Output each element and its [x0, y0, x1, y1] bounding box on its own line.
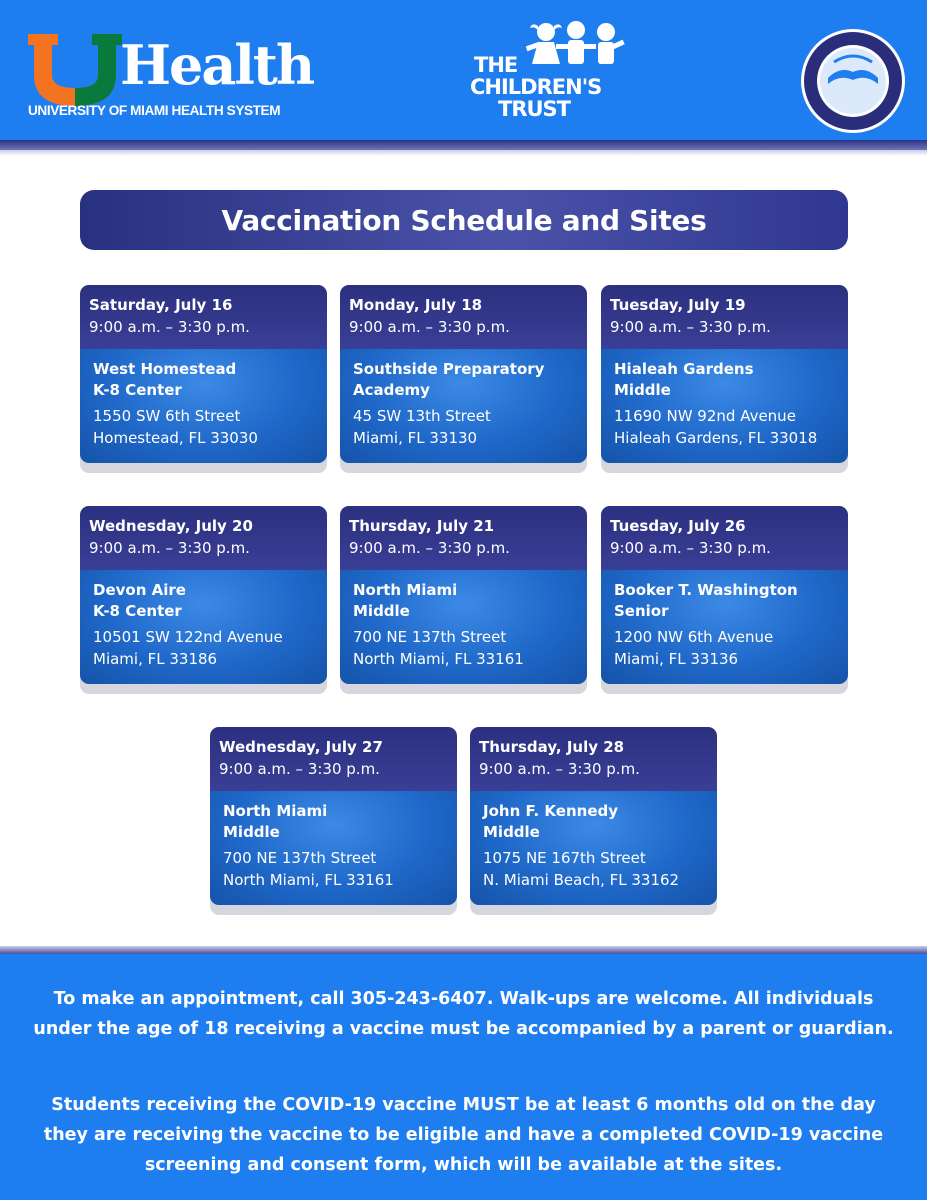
card-address: [353, 405, 583, 449]
site-line-2: Senior: [614, 602, 669, 620]
uhealth-wordmark: Health: [120, 33, 314, 97]
card-body: [601, 349, 848, 463]
site-line-1: North Miami: [353, 581, 458, 599]
site-line-1: Devon Aire: [93, 581, 186, 599]
card-time: 9:00 a.m. – 3:30 p.m.: [349, 539, 510, 557]
card-address: [483, 847, 713, 891]
site-line-2: Middle: [614, 381, 671, 399]
card-body: [340, 570, 587, 684]
address-line-1: 10501 SW 122nd Avenue: [93, 628, 283, 646]
card-body: [80, 570, 327, 684]
card-time: 9:00 a.m. – 3:30 p.m.: [219, 760, 380, 778]
page-title: Vaccination Schedule and Sites: [221, 203, 707, 237]
card-day: Wednesday, July 20: [89, 517, 253, 535]
card-site-name: [614, 359, 842, 401]
card-address: [93, 405, 323, 449]
site-line-1: North Miami: [223, 802, 328, 820]
childrens-trust-wordmark: [470, 54, 630, 120]
site-line-1: Hialeah Gardens: [614, 360, 754, 378]
card-header: [601, 506, 848, 573]
card-body: [601, 570, 848, 684]
card-address: [353, 626, 583, 670]
site-line-2: Middle: [353, 602, 410, 620]
address-line-2: Miami, FL 33136: [614, 650, 739, 668]
address-line-1: 45 SW 13th Street: [353, 407, 491, 425]
address-line-2: Hialeah Gardens, FL 33018: [614, 429, 818, 447]
card-day: Thursday, July 21: [349, 517, 495, 535]
card-body: [210, 791, 457, 905]
address-line-1: 11690 NW 92nd Avenue: [614, 407, 796, 425]
card-time: 9:00 a.m. – 3:30 p.m.: [610, 318, 771, 336]
header-divider: [0, 140, 927, 150]
um-u-logo-icon: [26, 34, 126, 106]
card-site-name: [614, 580, 842, 622]
footer: [0, 954, 927, 1200]
card-site-name: [93, 359, 321, 401]
ct-line-2: CHILDREN'S: [470, 75, 602, 99]
card-address: [223, 847, 453, 891]
card-body: [470, 791, 717, 905]
card-time: 9:00 a.m. – 3:30 p.m.: [349, 318, 510, 336]
ct-line-1: THE: [474, 53, 518, 77]
card-day: Thursday, July 28: [479, 738, 625, 756]
card-day: Tuesday, July 26: [610, 517, 746, 535]
appointment-info: To make an appointment, call 305-243-6407. Walk-ups are welcome. All individuals under the age of 18 receiving a vaccine must be accompanied by a parent or guardian.: [33, 989, 894, 1039]
card-time: 9:00 a.m. – 3:30 p.m.: [479, 760, 640, 778]
address-line-1: 700 NE 137th Street: [223, 849, 377, 867]
site-line-2: Academy: [353, 381, 430, 399]
uhealth-subtitle: UNIVERSITY OF MIAMI HEALTH SYSTEM: [28, 103, 281, 118]
address-line-2: North Miami, FL 33161: [353, 650, 524, 668]
site-line-2: Middle: [223, 823, 280, 841]
card-address: [93, 626, 323, 670]
card-header: [80, 506, 327, 573]
site-line-2: K-8 Center: [93, 381, 182, 399]
address-line-1: 1200 NW 6th Avenue: [614, 628, 774, 646]
address-line-2: Miami, FL 33186: [93, 650, 218, 668]
address-line-2: Miami, FL 33130: [353, 429, 478, 447]
card-day: Monday, July 18: [349, 296, 483, 314]
card-header: [340, 506, 587, 573]
card-header: [210, 727, 457, 794]
mdcps-seal-logo: [800, 28, 906, 134]
card-time: 9:00 a.m. – 3:30 p.m.: [610, 539, 771, 557]
card-day: Saturday, July 16: [89, 296, 233, 314]
schedule-card: [470, 727, 717, 915]
card-body: [80, 349, 327, 463]
address-line-2: Homestead, FL 33030: [93, 429, 258, 447]
card-header: [470, 727, 717, 794]
card-site-name: [483, 801, 711, 843]
schedule-card: [601, 506, 848, 694]
schedule-card: [210, 727, 457, 915]
card-time: 9:00 a.m. – 3:30 p.m.: [89, 318, 250, 336]
header-divider-fade: [0, 150, 927, 156]
card-header: [340, 285, 587, 352]
address-line-1: 1075 NE 167th Street: [483, 849, 646, 867]
schedule-card: [340, 285, 587, 473]
site-line-2: Middle: [483, 823, 540, 841]
address-line-1: 1550 SW 6th Street: [93, 407, 241, 425]
card-header: [601, 285, 848, 352]
address-line-2: North Miami, FL 33161: [223, 871, 394, 889]
site-line-1: Booker T. Washington: [614, 581, 798, 599]
card-address: [614, 405, 844, 449]
schedule-card: [80, 285, 327, 473]
title-banner: [80, 190, 848, 250]
ct-line-3: TRUST: [498, 97, 570, 121]
childrens-trust-logo: [470, 20, 630, 125]
card-day: Wednesday, July 27: [219, 738, 383, 756]
card-address: [614, 626, 844, 670]
header: [0, 0, 927, 140]
card-site-name: [223, 801, 451, 843]
schedule-card: [80, 506, 327, 694]
schedule-card: [340, 506, 587, 694]
address-line-2: N. Miami Beach, FL 33162: [483, 871, 680, 889]
site-line-1: John F. Kennedy: [483, 802, 619, 820]
footer-divider: [0, 946, 927, 954]
card-site-name: [353, 359, 581, 401]
address-line-1: 700 NE 137th Street: [353, 628, 507, 646]
uhealth-logo: [26, 28, 314, 128]
eligibility-info: Students receiving the COVID-19 vaccine MUST be at least 6 months old on the day they are receiving the vaccine to be eligible and have a completed COVID-19 vaccine screening and consent form, which will be available at the sites.: [43, 1095, 884, 1175]
card-body: [340, 349, 587, 463]
site-line-1: West Homestead: [93, 360, 237, 378]
card-header: [80, 285, 327, 352]
site-line-2: K-8 Center: [93, 602, 182, 620]
card-site-name: [93, 580, 321, 622]
card-day: Tuesday, July 19: [610, 296, 746, 314]
card-time: 9:00 a.m. – 3:30 p.m.: [89, 539, 250, 557]
card-site-name: [353, 580, 581, 622]
schedule-card: [601, 285, 848, 473]
site-line-1: Southside Preparatory: [353, 360, 545, 378]
